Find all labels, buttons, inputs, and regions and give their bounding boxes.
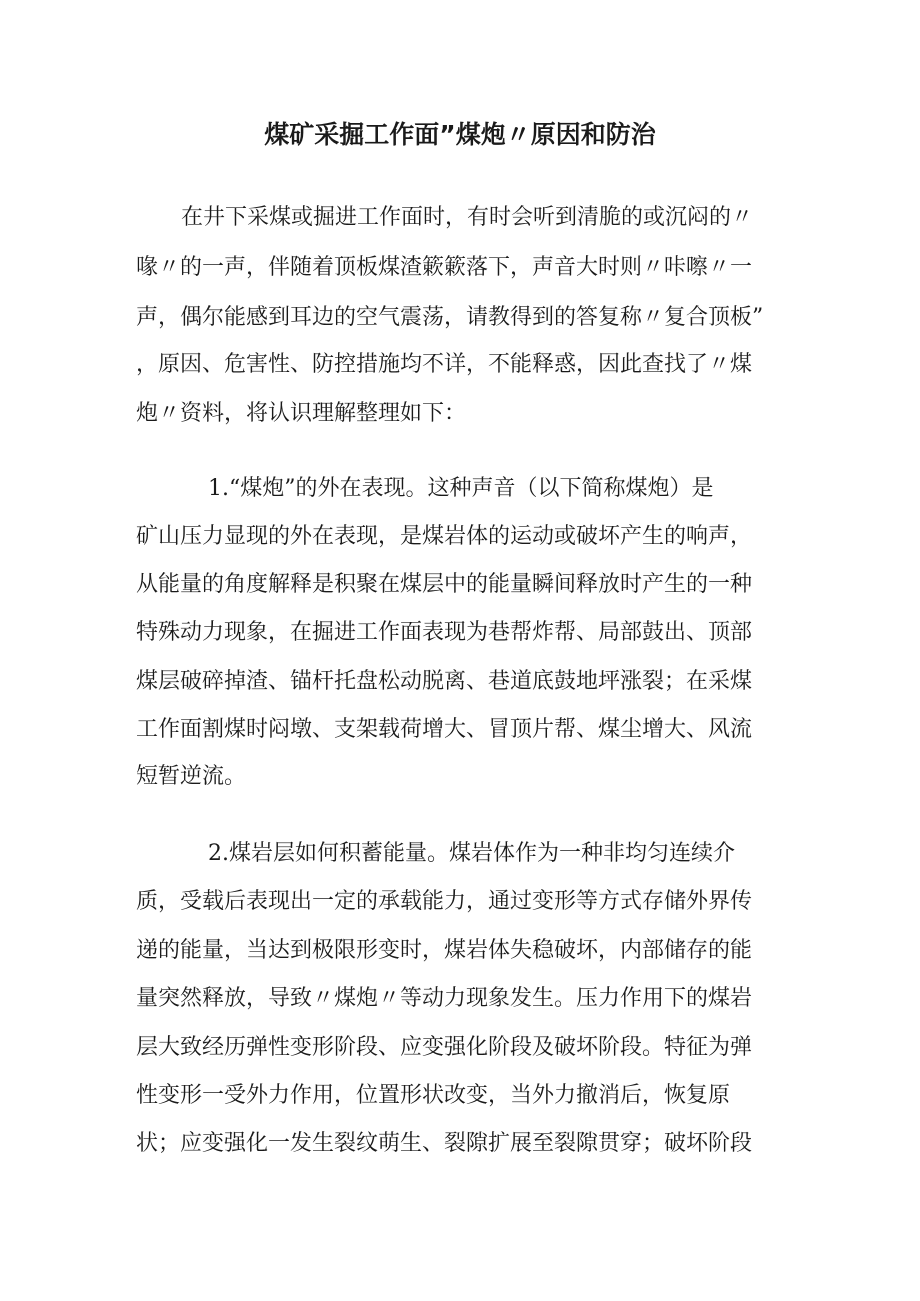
paragraph-3-line: 层大致经历弹性变形阶段、应变强化阶段及破坏阶段。特征为弹 (136, 1035, 753, 1060)
paragraph-1-line: 在井下采煤或掘进工作面时，有时会听到清脆的或沉闷的〃 (181, 205, 754, 230)
paragraph-3-line: 递的能量，当达到极限形变时，煤岩体失稳破坏，内部储存的能 (136, 938, 753, 963)
document-title: 煤矿采掘工作面”煤炮〃原因和防治 (264, 120, 656, 149)
paragraph-3-line: 2.煤岩层如何积蓄能量。煤岩体作为一种非均匀连续介 (208, 841, 735, 866)
paragraph-2-line: 1.“煤炮”的外在表现。这种声音（以下简称煤炮）是 (208, 476, 714, 501)
paragraph-3-line: 状；应变强化一发生裂纹萌生、裂隙扩展至裂隙贯穿；破坏阶段 (136, 1131, 753, 1156)
paragraph-1-line: 喙〃的一声，伴随着顶板煤渣簌簌落下，声音大时则〃咔嚓〃一 (136, 255, 753, 280)
paragraph-1-line: 声，偶尔能感到耳边的空气震荡，请教得到的答复称〃复合顶板” (136, 305, 764, 330)
paragraph-2-line: 短暂逆流。 (136, 764, 247, 789)
paragraph-3-line: 性变形一受外力作用，位置形状改变，当外力撤消后，恢复原 (136, 1083, 731, 1108)
paragraph-2-line: 工作面割煤时闷墩、支架载荷增大、冒顶片帮、煤尘增大、风流 (136, 717, 753, 742)
paragraph-3-line: 量突然释放，导致〃煤炮〃等动力现象发生。压力作用下的煤岩 (136, 986, 753, 1011)
paragraph-2-line: 特殊动力现象，在掘进工作面表现为巷帮炸帮、局部鼓出、顶部 (136, 620, 753, 645)
paragraph-3-line: 质，受载后表现出一定的承载能力，通过变形等方式存储外界传 (136, 889, 753, 914)
paragraph-1-line: 炮〃资料，将认识理解整理如下： (136, 401, 467, 426)
paragraph-2-line: 从能量的角度解释是积聚在煤层中的能量瞬间释放时产生的一种 (136, 572, 753, 597)
paragraph-2-line: 煤层破碎掉渣、锚杆托盘松动脱离、巷道底鼓地坪涨裂；在采煤 (136, 669, 753, 694)
paragraph-1-line: ，原因、危害性、防控措施均不详，不能释惑，因此查找了〃煤 (136, 352, 753, 377)
paragraph-2-line: 矿山压力显现的外在表现，是煤岩体的运动或破坏产生的响声， (136, 524, 753, 549)
